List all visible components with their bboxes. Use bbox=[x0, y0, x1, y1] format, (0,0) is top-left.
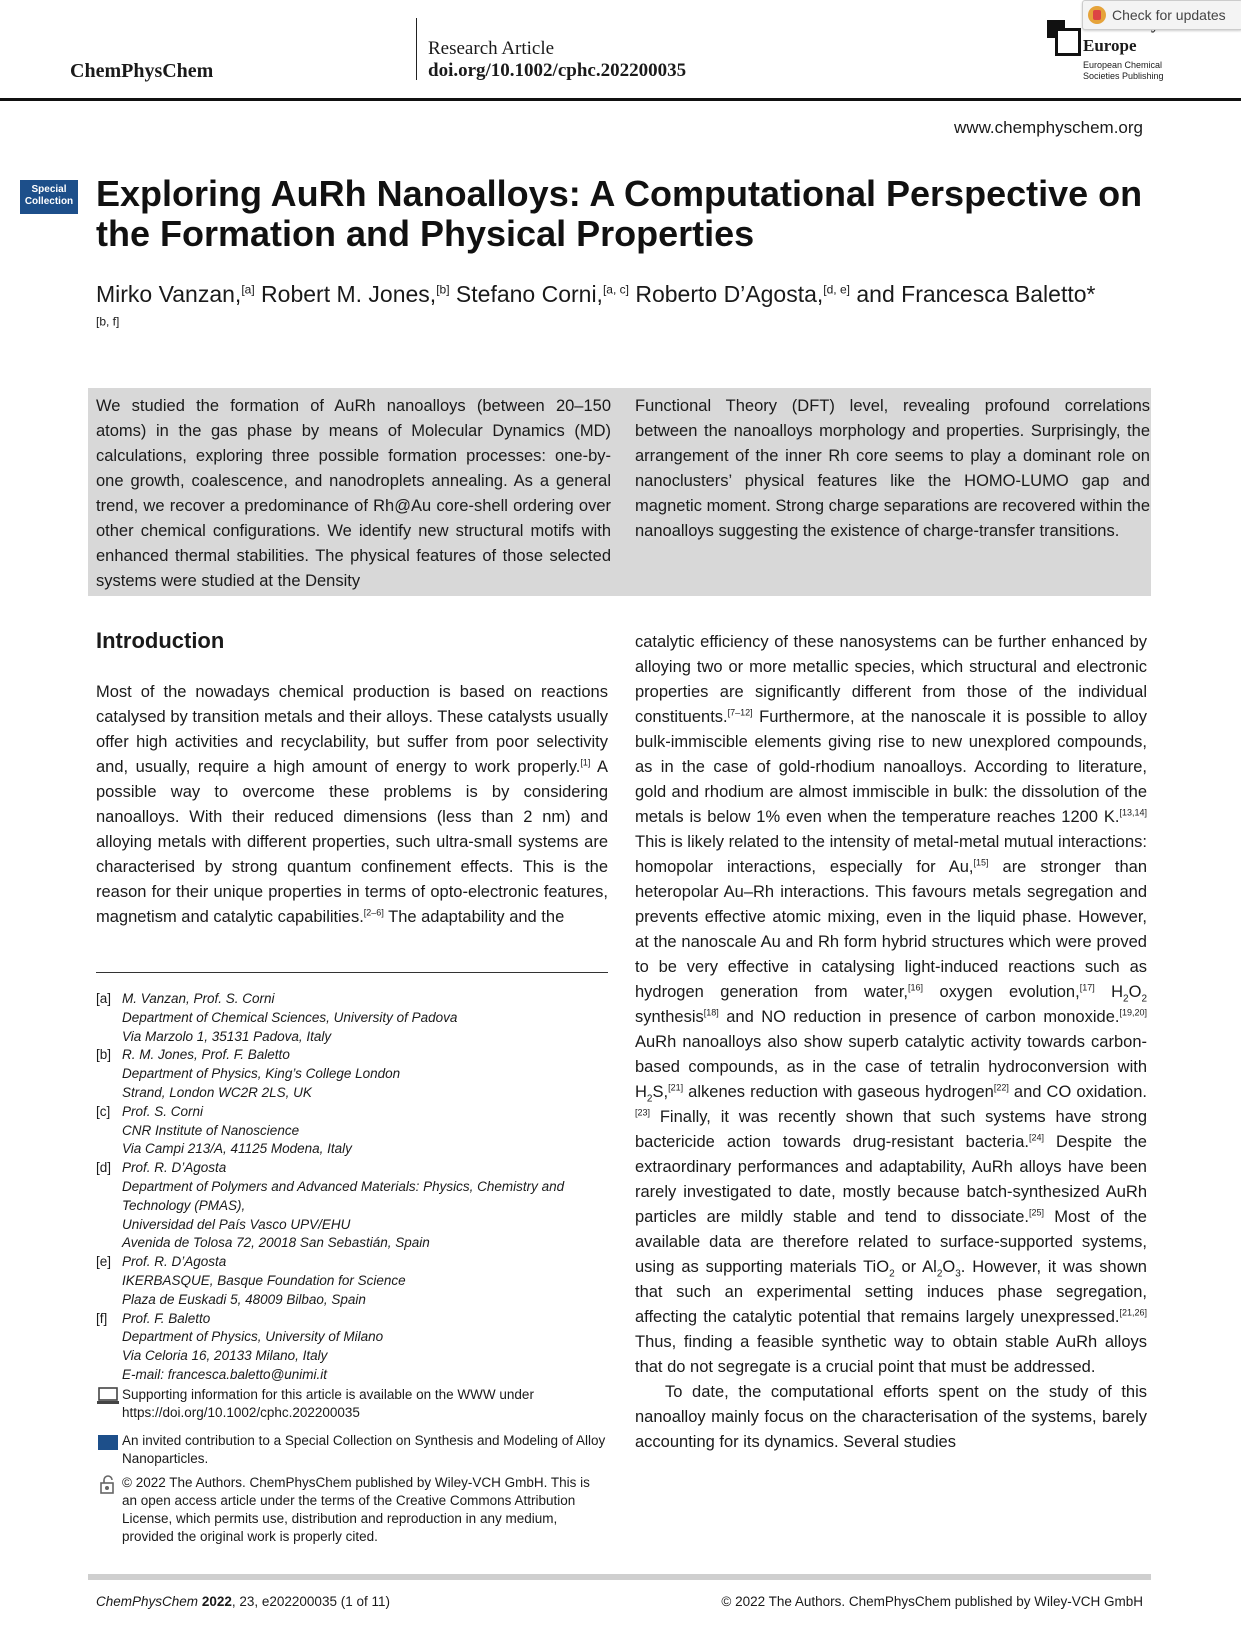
citation-ref[interactable]: [15] bbox=[973, 857, 989, 868]
footnote-line: Prof. F. Baletto bbox=[122, 1310, 211, 1326]
footnote-body bbox=[122, 1310, 383, 1385]
footer-journal: ChemPhysChem bbox=[96, 1594, 199, 1609]
article-title: Exploring AuRh Nanoalloys: A Computational Perspective on the Formation and Physical Properties bbox=[96, 173, 1143, 254]
special-collection-badge bbox=[20, 180, 78, 214]
header-divider bbox=[416, 18, 417, 80]
footnote-line: Prof. R. D’Agosta bbox=[122, 1254, 227, 1270]
footnote-line: IKERBASQUE, Basque Foundation for Science bbox=[122, 1272, 406, 1288]
footnote-line: Avenida de Tolosa 72, 20018 San Sebastián, Spain bbox=[122, 1235, 430, 1251]
text-run: Thus, finding a feasible synthetic way to obtain stable AuRh alloys that do not segregate is a crucial point that must be addressed. bbox=[635, 1333, 1147, 1376]
footer-citation bbox=[96, 1594, 390, 1609]
author-affiliation: [a, c] bbox=[602, 282, 629, 297]
footnote-line: Via Celoria 16, 20133 Milano, Italy bbox=[122, 1348, 328, 1364]
subscript: 2 bbox=[646, 1093, 653, 1105]
author-name[interactable]: Stefano Corni, bbox=[449, 281, 603, 307]
text-run: Furthermore, at the nanoscale it is possible to alloy bulk-immiscible elements giving rise to new unexplored compounds, as in the case of gold-rhodium nanoalloys. According to literature, gold and rhodium are almost immiscible in bulk: the dissolution of the metals is below 1% even when the temperature reaches 1200 K. bbox=[635, 708, 1147, 826]
citation-ref[interactable]: [16] bbox=[908, 982, 924, 993]
intro-paragraph-3: To date, the computational efforts spent on the study of this nanoalloy mainly focus on the characterisation of the systems, barely accounting for its dynamics. Several studies bbox=[635, 1383, 1147, 1451]
footnote-line: Strand, London WC2R 2LS, UK bbox=[122, 1084, 312, 1100]
abstract-right-column: Functional Theory (DFT) level, revealing profound correlations between the nanoalloys morphology and properties. Surprisingly, the arrangement of the inner Rh core seems to play a dominant role on nanoclusters’ physical features like the HOMO-LUMO gap and magnetic moment. Strong charge separations are recovered within the nanoalloys suggesting the existence of charge-transfer transitions. bbox=[635, 397, 1150, 540]
citation-ref[interactable]: [22] bbox=[993, 1082, 1009, 1093]
text-run: Most of the available data are therefore related to surface-supported systems, using as supporting materials TiO bbox=[635, 1208, 1147, 1276]
footnote-line: Department of Chemical Sciences, University of Padova bbox=[122, 1009, 458, 1025]
journal-name: ChemPhysChem bbox=[70, 60, 214, 82]
article-type: Research Article bbox=[428, 38, 555, 59]
footnote-label: [c] bbox=[96, 1103, 111, 1119]
author-list bbox=[96, 278, 1096, 342]
publisher-subtitle-1: European Chemical bbox=[1083, 60, 1163, 70]
text-run: O bbox=[1128, 983, 1142, 1001]
abstract-left-column: We studied the formation of AuRh nanoalloys (between 20–150 atoms) in the gas phase by means of Molecular Dynamics (MD) calculations, exploring three possible formation processes: one-by-one growth, coalescence, and nanodroplets annealing. As a general trend, we recover a predominance of Rh@Au core-shell ordering over other chemical configurations. We identify new structural motifs with enhanced thermal stabilities. The physical features of those selected systems were studied at the Density bbox=[96, 397, 611, 590]
journal-website-link[interactable]: www.chemphyschem.org bbox=[954, 118, 1143, 137]
license-note bbox=[96, 1474, 608, 1546]
intro-right-column bbox=[635, 630, 1147, 1455]
subscript: 2 bbox=[889, 1268, 895, 1280]
citation-ref[interactable]: [18] bbox=[703, 1007, 719, 1018]
footnote-line: Department of Physics, King’s College London bbox=[122, 1066, 401, 1082]
author-name[interactable]: and Francesca Baletto* bbox=[849, 281, 1096, 307]
header-rule bbox=[0, 98, 1241, 101]
author-affiliation: [a] bbox=[241, 282, 255, 297]
section-heading-introduction: Introduction bbox=[96, 628, 225, 653]
crossmark-icon bbox=[1088, 6, 1106, 24]
text-run: oxygen evolution, bbox=[923, 983, 1080, 1001]
citation-ref[interactable]: [21,26] bbox=[1119, 1307, 1147, 1318]
author-name[interactable]: Mirko Vanzan, bbox=[96, 281, 242, 307]
citation-ref[interactable]: [19,20] bbox=[1119, 1007, 1147, 1018]
text-run: and CO oxidation. bbox=[1008, 1083, 1147, 1101]
text-run: This is likely related to the intensity of metal-metal mutual interactions: homopolar interactions, especially for Au, bbox=[635, 833, 1147, 876]
footnote-line: Via Campi 213/A, 41125 Modena, Italy bbox=[122, 1141, 352, 1157]
footnote-item bbox=[96, 1310, 608, 1385]
computer-icon bbox=[96, 1386, 120, 1406]
author-affiliation: [b] bbox=[436, 282, 450, 297]
citation-ref[interactable]: [23] bbox=[635, 1107, 651, 1118]
footnote-label: [a] bbox=[96, 991, 112, 1006]
footnote-body bbox=[122, 1046, 400, 1102]
open-access-lock-icon bbox=[96, 1474, 120, 1494]
footnote-body bbox=[122, 1253, 406, 1309]
footer-copyright: © 2022 The Authors. ChemPhysChem published by Wiley-VCH GmbH bbox=[721, 1594, 1143, 1609]
badge-line-2: Collection bbox=[24, 196, 74, 207]
citation-ref[interactable]: [17] bbox=[1079, 982, 1095, 993]
check-for-updates-label: Check for updates bbox=[1112, 7, 1226, 23]
subscript: 3 bbox=[955, 1268, 961, 1280]
footer-year: 2022 bbox=[201, 1594, 232, 1609]
intro-left-column bbox=[96, 680, 608, 930]
citation-ref[interactable]: [24] bbox=[1028, 1132, 1044, 1143]
affiliation-footnotes bbox=[96, 990, 608, 1385]
footnote-item bbox=[96, 1159, 608, 1253]
citation-ref[interactable]: [2–6] bbox=[363, 907, 384, 918]
footnote-item bbox=[96, 1253, 608, 1309]
footnote-line: Universidad del País Vasco UPV/EHU bbox=[122, 1216, 351, 1232]
footnote-body bbox=[122, 1159, 608, 1253]
doi-link[interactable]: doi.org/10.1002/cphc.202200035 bbox=[428, 60, 687, 81]
text-run: The adaptability and the bbox=[383, 908, 565, 926]
footnote-label: [e] bbox=[96, 1254, 112, 1270]
text-run: O bbox=[942, 1258, 956, 1276]
footnote-line: M. Vanzan, Prof. S. Corni bbox=[122, 991, 275, 1006]
footnote-line: R. M. Jones, Prof. F. Baletto bbox=[122, 1047, 290, 1063]
supporting-info-note bbox=[96, 1386, 608, 1422]
subscript: 2 bbox=[1141, 993, 1148, 1005]
special-collection-note bbox=[96, 1432, 608, 1468]
text-run: are stronger than heteropolar Au–Rh interactions. This favours metals segregation and prevents effective atomic mixing, even in the liquid phase. However, at the nanoscale Au and Rh form hybrid structures which were proved to be very effective in catalysing light-induced reactions such as hydrogen generation from water, bbox=[635, 858, 1148, 1001]
text-run: . However, it was shown that such an experimental setting induces phase segregation, affecting the catalytic potential that remains largely unexpressed. bbox=[635, 1258, 1147, 1326]
footnote-item bbox=[96, 990, 608, 1046]
intro-paragraph-1 bbox=[96, 680, 608, 930]
footer-volume: , 23, e202200035 (1 of 11) bbox=[231, 1594, 390, 1609]
footnote-item bbox=[96, 1103, 608, 1159]
citation-ref[interactable]: [21] bbox=[668, 1082, 684, 1093]
special-collection-icon bbox=[96, 1432, 120, 1452]
footer-bar bbox=[88, 1574, 1151, 1580]
supporting-info-text[interactable]: Supporting information for this article is available on the WWW under https://doi.org/10.1002/cphc.202200035 bbox=[122, 1387, 534, 1420]
footnote-item bbox=[96, 1046, 608, 1102]
footnote-line: CNR Institute of Nanoscience bbox=[122, 1122, 300, 1138]
citation-ref[interactable]: [13,14] bbox=[1119, 807, 1147, 818]
intro-paragraph-2 bbox=[635, 630, 1147, 1380]
footnote-body bbox=[122, 1103, 352, 1159]
publisher-word-2: Europe bbox=[1083, 36, 1137, 55]
citation-ref[interactable]: [7–12] bbox=[727, 707, 753, 718]
text-run: and NO reduction in presence of carbon monoxide. bbox=[718, 1008, 1120, 1026]
text-run: A possible way to overcome these problems is by considering nanoalloys. With their reduced dimensions (less than 2 nm) and alloying metals with different properties, such ultra-small systems are characterised by strong quantum confinement effects. This is the reason for their unique properties in terms of opto-electronic features, magnetism and catalytic capabilities. bbox=[96, 758, 608, 926]
check-for-updates-button[interactable] bbox=[1082, 0, 1241, 30]
subscript: 2 bbox=[1123, 993, 1129, 1005]
author-affiliation: [d, e] bbox=[823, 282, 850, 297]
text-run: alkenes reduction with gaseous hydrogen bbox=[683, 1083, 994, 1101]
badge-line-1: Special bbox=[31, 184, 67, 195]
text-run: H bbox=[1094, 983, 1124, 1001]
text-run: or Al bbox=[894, 1258, 937, 1276]
footnote-line: Department of Polymers and Advanced Materials: Physics, Chemistry and Technology (PMAS), bbox=[122, 1178, 565, 1213]
special-collection-text: An invited contribution to a Special Collection on Synthesis and Modeling of Alloy Nanoparticles. bbox=[122, 1433, 606, 1466]
author-affiliation: [b, f] bbox=[96, 314, 120, 329]
footnote-line: Via Marzolo 1, 35131 Padova, Italy bbox=[122, 1028, 332, 1044]
footnote-label: [f] bbox=[96, 1310, 108, 1326]
text-run: Finally, it was recently shown that such systems have strong bactericide action towards drug-resistant bacteria. bbox=[635, 1108, 1147, 1151]
text-run: catalytic efficiency of these nanosystems can be further enhanced by alloying two or more metallic species, which structural and electronic properties are significantly different from those of the individual constituents. bbox=[635, 633, 1147, 726]
citation-ref[interactable]: [1] bbox=[580, 757, 591, 768]
footnote-body bbox=[122, 990, 457, 1046]
text-run: AuRh nanoalloys also show superb catalytic activity towards carbon-based compounds, as in the case of tetralin hydroconversion with H bbox=[635, 1033, 1147, 1101]
author-name[interactable]: Robert M. Jones, bbox=[254, 281, 437, 307]
chemistry-europe-logo-icon bbox=[1047, 20, 1079, 52]
footnote-label: [d] bbox=[96, 1160, 112, 1176]
footnote-line: Plaza de Euskadi 5, 48009 Bilbao, Spain bbox=[122, 1291, 366, 1307]
footnote-line: Department of Physics, University of Milano bbox=[122, 1329, 384, 1345]
text-run: synthesis bbox=[635, 1008, 704, 1026]
footnote-line: Prof. R. D’Agosta bbox=[122, 1160, 227, 1176]
license-text: © 2022 The Authors. ChemPhysChem published by Wiley-VCH GmbH. This is an open access article under the terms of the Creative Commons Attribution License, which permits use, distribution and reproduction in any medium, provided the original work is properly cited. bbox=[122, 1475, 590, 1544]
text-run: Despite the extraordinary performances and adaptability, AuRh alloys have been rarely investigated to date, mostly because batch-synthesized AuRh particles are mildly stable and tend to dissociate. bbox=[635, 1133, 1147, 1226]
footnote-line: Prof. S. Corni bbox=[122, 1103, 204, 1119]
footnote-rule bbox=[96, 972, 608, 973]
footnote-label: [b] bbox=[96, 1047, 112, 1063]
footnote-line[interactable]: E-mail: francesca.baletto@unimi.it bbox=[122, 1366, 328, 1382]
citation-ref[interactable]: [25] bbox=[1029, 1207, 1045, 1218]
author-name[interactable]: Roberto D’Agosta, bbox=[628, 281, 824, 307]
publisher-subtitle-2: Societies Publishing bbox=[1083, 71, 1164, 81]
text-run: Most of the nowadays chemical production is based on reactions catalysed by transition metals and their alloys. These catalysts usually offer high activities and recyclability, but suffer from poor selectivity and, usually, require a high amount of energy to work properly. bbox=[96, 683, 608, 776]
subscript: 2 bbox=[936, 1268, 943, 1280]
text-run: S, bbox=[652, 1083, 669, 1101]
